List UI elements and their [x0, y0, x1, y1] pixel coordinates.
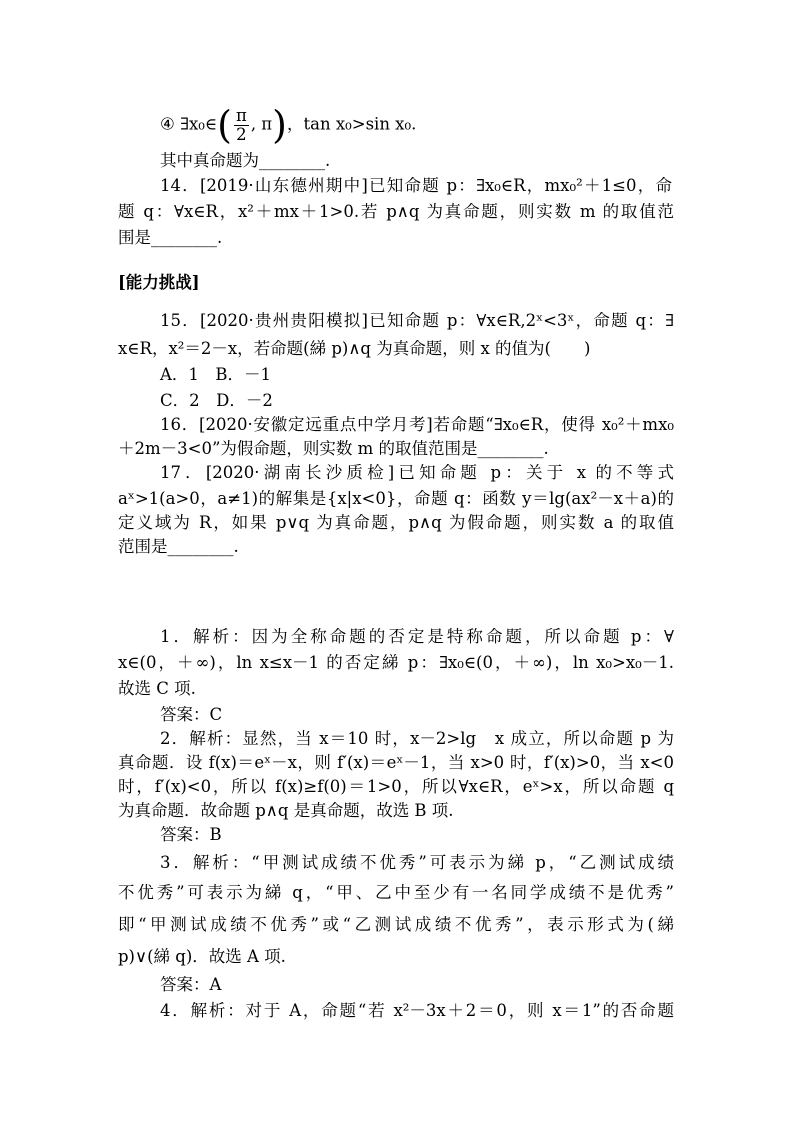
q13-item4 — [160, 103, 417, 147]
q17-line1: 17．[2020·湖南长沙质检]已知命题 p：关于 x 的不等式 — [160, 463, 674, 482]
a1-line1: 1．解析：因为全称命题的否定是特称命题，所以命题 p：∀ — [160, 627, 674, 646]
a1-answer: 答案：C — [160, 705, 223, 724]
pi-over-2-fraction — [234, 107, 249, 144]
a2-line2: 真命题．设 f(x)＝eˣ－x，则 f′(x)＝eˣ－1，当 x>0 时，f′(x)>0，当 x<0 — [118, 753, 674, 772]
q17-line3: 定义域为 R，如果 p∨q 为真命题，p∧q 为假命题，则实数 a 的取值 — [118, 513, 674, 532]
fraction-denominator: 2 — [236, 124, 247, 144]
a1-line2: x∈(0，＋∞)，ln x≤x－1 的否定綈 p：∃x₀∈(0，＋∞)，ln x₀>x₀－1. — [118, 653, 674, 672]
a3-line3: 即“甲测试成绩不优秀”或“乙测试成绩不优秀”，表示形式为(綈 — [118, 915, 674, 934]
q14-line3: 围是________. — [118, 228, 223, 247]
q13-answer-line: 其中真命题为________. — [160, 151, 331, 170]
q13-item4-prefix: ④ ∃x₀∈ — [160, 114, 218, 134]
q16-line2: ＋2m－3<0”为假命题，则实数 m 的取值范围是________. — [118, 439, 549, 458]
q17-line2: aˣ>1(a>0，a≠1)的解集是{x|x<0}，命题 q：函数 y＝lg(ax²－x＋a)的 — [118, 489, 674, 508]
a3-answer: 答案：A — [160, 975, 222, 994]
fraction-numerator: π — [235, 105, 247, 125]
q17-line4: 范围是________. — [118, 537, 239, 556]
q15-line1: 15．[2020·贵州贵阳模拟]已知命题 p：∀x∈R,2ˣ<3ˣ，命题 q：∃ — [160, 311, 674, 330]
left-paren: ( — [217, 103, 232, 147]
a3-line4: p)∨(綈 q)．故选 A 项. — [118, 947, 286, 966]
a4-line1: 4．解析：对于 A，命题“若 x²－3x＋2＝0，则 x＝1”的否命题 — [160, 1001, 674, 1020]
section-heading: [能力挑战] — [118, 273, 200, 292]
q15-options-cd: C．2 D．－2 — [160, 391, 273, 410]
q16-line1: 16．[2020·安徽定远重点中学月考]若命题“∃x₀∈R，使得 x₀²＋mx₀ — [160, 415, 674, 434]
a2-answer: 答案：B — [160, 825, 222, 844]
right-paren: ) — [272, 103, 287, 147]
q13-item4-suffix: ，tan x₀>sin x₀. — [286, 114, 417, 134]
a2-line3: 时，f′(x)<0，所以 f(x)≥f(0)＝1>0，所以∀x∈R，eˣ>x，所以命题 q — [118, 777, 674, 796]
q15-options-ab: A．1 B．－1 — [160, 365, 272, 384]
q15-line2: x∈R，x²＝2－x，若命题(綈 p)∧q 为真命题，则 x 的值为( ) — [118, 339, 591, 358]
a2-line4: 为真命题．故命题 p∧q 是真命题，故选 B 项. — [118, 801, 454, 820]
a2-line1: 2．解析：显然，当 x＝10 时，x－2>lg x 成立，所以命题 p 为 — [160, 729, 674, 748]
a3-line1: 3．解析：“甲测试成绩不优秀”可表示为綈 p，“乙测试成绩 — [160, 853, 674, 872]
a3-line2: 不优秀”可表示为綈 q，“甲、乙中至少有一名同学成绩不是优秀” — [118, 883, 674, 902]
q14-line2: 题 q：∀x∈R，x²＋mx＋1>0.若 p∧q 为真命题，则实数 m 的取值范 — [118, 202, 674, 221]
a1-line3: 故选 C 项. — [118, 679, 196, 698]
q14-line1: 14．[2019·山东德州期中]已知命题 p：∃x₀∈R，mx₀²＋1≤0，命 — [160, 176, 672, 195]
interval-upper: , π — [250, 114, 273, 134]
